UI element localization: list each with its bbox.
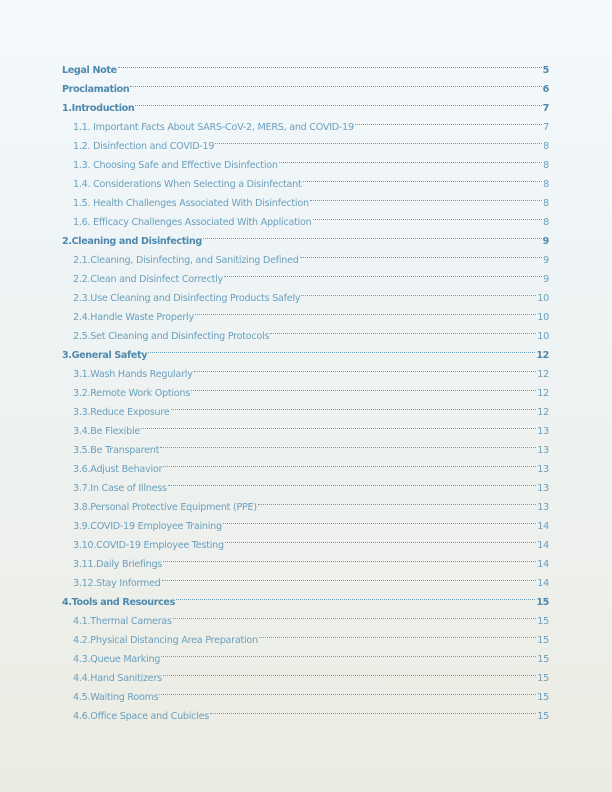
toc-entry-page: 8	[543, 141, 549, 152]
toc-entry-page: 13	[537, 464, 549, 475]
toc-entry-label: 4.Tools and Resources	[62, 597, 175, 608]
toc-entry-page: 14	[537, 540, 549, 551]
toc-entry-page: 9	[543, 255, 549, 266]
toc-entry-page: 12	[537, 388, 549, 399]
toc-entry-label: 3.6.Adjust Behavior	[73, 464, 163, 475]
toc-entry-label: 2.4.Handle Waste Properly	[73, 312, 194, 323]
toc-entry-page: 8	[543, 217, 549, 228]
toc-entry-page: 15	[537, 616, 549, 627]
toc-entry-label: 3.7.In Case of Illness	[73, 483, 167, 494]
leader-dots	[194, 358, 537, 377]
toc-entry-label: 3.8.Personal Protective Equipment (PPE)	[73, 502, 257, 513]
toc-entry-label: 4.4.Hand Sanitizers	[73, 673, 162, 684]
leader-dots	[210, 700, 536, 719]
toc-entry-page: 14	[537, 559, 549, 570]
toc-entry-label: 2.5.Set Cleaning and Disinfecting Protocols	[73, 331, 270, 342]
toc-entry-page: 15	[536, 597, 549, 608]
toc-entry-label: Legal Note	[62, 65, 117, 76]
leader-dots	[203, 225, 542, 244]
toc-entry-page: 10	[537, 293, 549, 304]
leader-dots	[258, 491, 536, 510]
toc-entry-page: 7	[542, 103, 549, 114]
toc-entry-page: 13	[537, 483, 549, 494]
leader-dots	[215, 130, 542, 149]
toc-entry-label: 1.2. Disinfection and COVID-19	[73, 141, 215, 152]
leader-dots	[176, 586, 535, 605]
toc-entry-label: 2.Cleaning and Disinfecting	[62, 236, 202, 247]
leader-dots	[270, 320, 536, 339]
leader-dots	[303, 168, 543, 187]
toc-entry-page: 6	[542, 84, 549, 95]
toc-entry-page: 9	[542, 236, 549, 247]
toc-entry-label: 3.9.COVID-19 Employee Training	[73, 521, 222, 532]
leader-dots	[300, 244, 543, 263]
toc-entry-page: 8	[543, 179, 549, 190]
toc-entry-legal-note[interactable]	[62, 54, 549, 76]
leader-dots	[163, 548, 536, 567]
leader-dots	[163, 453, 536, 472]
toc-entry-page: 9	[543, 274, 549, 285]
toc-entry-label: 3.10.COVID-19 Employee Testing	[73, 540, 224, 551]
toc-entry-page: 10	[537, 331, 549, 342]
toc-entry-label: 1.1. Important Facts About SARS-CoV-2, MERS, and COVID-19	[73, 122, 354, 133]
leader-dots	[195, 301, 536, 320]
table-of-contents	[62, 54, 549, 722]
leader-dots	[223, 510, 536, 529]
leader-dots	[225, 529, 536, 548]
leader-dots	[130, 73, 541, 92]
leader-dots	[135, 92, 541, 111]
toc-entry-label: 2.3.Use Cleaning and Disinfecting Products Safely	[73, 293, 301, 304]
toc-entry-label: 1.Introduction	[62, 103, 135, 114]
toc-entry-label: 1.4. Considerations When Selecting a Disinfectant	[73, 179, 302, 190]
toc-entry-label: 3.11.Daily Briefings	[73, 559, 163, 570]
leader-dots	[148, 339, 535, 358]
leader-dots	[355, 111, 542, 130]
toc-entry-label: 3.3.Reduce Exposure	[73, 407, 170, 418]
toc-entry-page: 12	[537, 369, 549, 380]
toc-entry-page: 13	[537, 445, 549, 456]
leader-dots	[224, 263, 542, 282]
toc-entry-label: 3.5.Be Transparent	[73, 445, 160, 456]
leader-dots	[160, 434, 536, 453]
leader-dots	[259, 624, 536, 643]
toc-entry-page: 8	[543, 198, 549, 209]
toc-entry-label: 3.General Safety	[62, 350, 148, 361]
toc-entry-label: 4.2.Physical Distancing Area Preparation	[73, 635, 258, 646]
toc-entry-label: 4.1.Thermal Cameras	[73, 616, 172, 627]
toc-entry-page: 15	[537, 711, 549, 722]
toc-entry-page: 12	[537, 407, 549, 418]
toc-entry-page: 14	[537, 521, 549, 532]
leader-dots	[171, 396, 537, 415]
leader-dots	[163, 662, 536, 681]
toc-entry-label: 4.6.Office Space and Cubicles	[73, 711, 210, 722]
toc-entry-page: 13	[537, 502, 549, 513]
toc-entry-label: Proclamation	[62, 84, 130, 95]
toc-entry-page: 15	[537, 692, 549, 703]
leader-dots	[279, 149, 542, 168]
leader-dots	[161, 643, 536, 662]
toc-entry-label: 4.5.Waiting Rooms	[73, 692, 159, 703]
toc-entry-label: 1.3. Choosing Safe and Effective Disinfection	[73, 160, 278, 171]
leader-dots	[159, 681, 536, 700]
toc-entry-1-1[interactable]	[62, 111, 549, 133]
toc-entry-label: 3.2.Remote Work Options	[73, 388, 190, 399]
toc-entry-label: 3.4.Be Flexible	[73, 426, 141, 437]
toc-entry-label: 2.1.Cleaning, Disinfecting, and Sanitizing Defined	[73, 255, 299, 266]
toc-entry-page: 15	[537, 635, 549, 646]
toc-entry-label: 3.1.Wash Hands Regularly	[73, 369, 193, 380]
toc-entry-page: 5	[542, 65, 549, 76]
toc-entry-label: 3.12.Stay Informed	[73, 578, 161, 589]
toc-entry-label: 2.2.Clean and Disinfect Correctly	[73, 274, 223, 285]
leader-dots	[141, 415, 536, 434]
toc-entry-label: 1.5. Health Challenges Associated With Disinfection	[73, 198, 309, 209]
leader-dots	[168, 472, 537, 491]
leader-dots	[313, 206, 543, 225]
toc-entry-label: 4.3.Queue Marking	[73, 654, 161, 665]
toc-entry-introduction[interactable]	[62, 92, 549, 114]
leader-dots	[301, 282, 536, 301]
toc-entry-page: 15	[537, 673, 549, 684]
toc-entry-page: 8	[543, 160, 549, 171]
toc-entry-page: 12	[536, 350, 549, 361]
toc-entry-page: 15	[537, 654, 549, 665]
leader-dots	[191, 377, 536, 396]
toc-entry-page: 13	[537, 426, 549, 437]
leader-dots	[118, 54, 542, 73]
toc-entry-page: 7	[543, 122, 549, 133]
leader-dots	[173, 605, 537, 624]
toc-entry-label: 1.6. Efficacy Challenges Associated With Application	[73, 217, 312, 228]
toc-entry-page: 10	[537, 312, 549, 323]
toc-entry-page: 14	[537, 578, 549, 589]
leader-dots	[162, 567, 537, 586]
toc-entry-proclamation[interactable]	[62, 73, 549, 95]
leader-dots	[310, 187, 542, 206]
